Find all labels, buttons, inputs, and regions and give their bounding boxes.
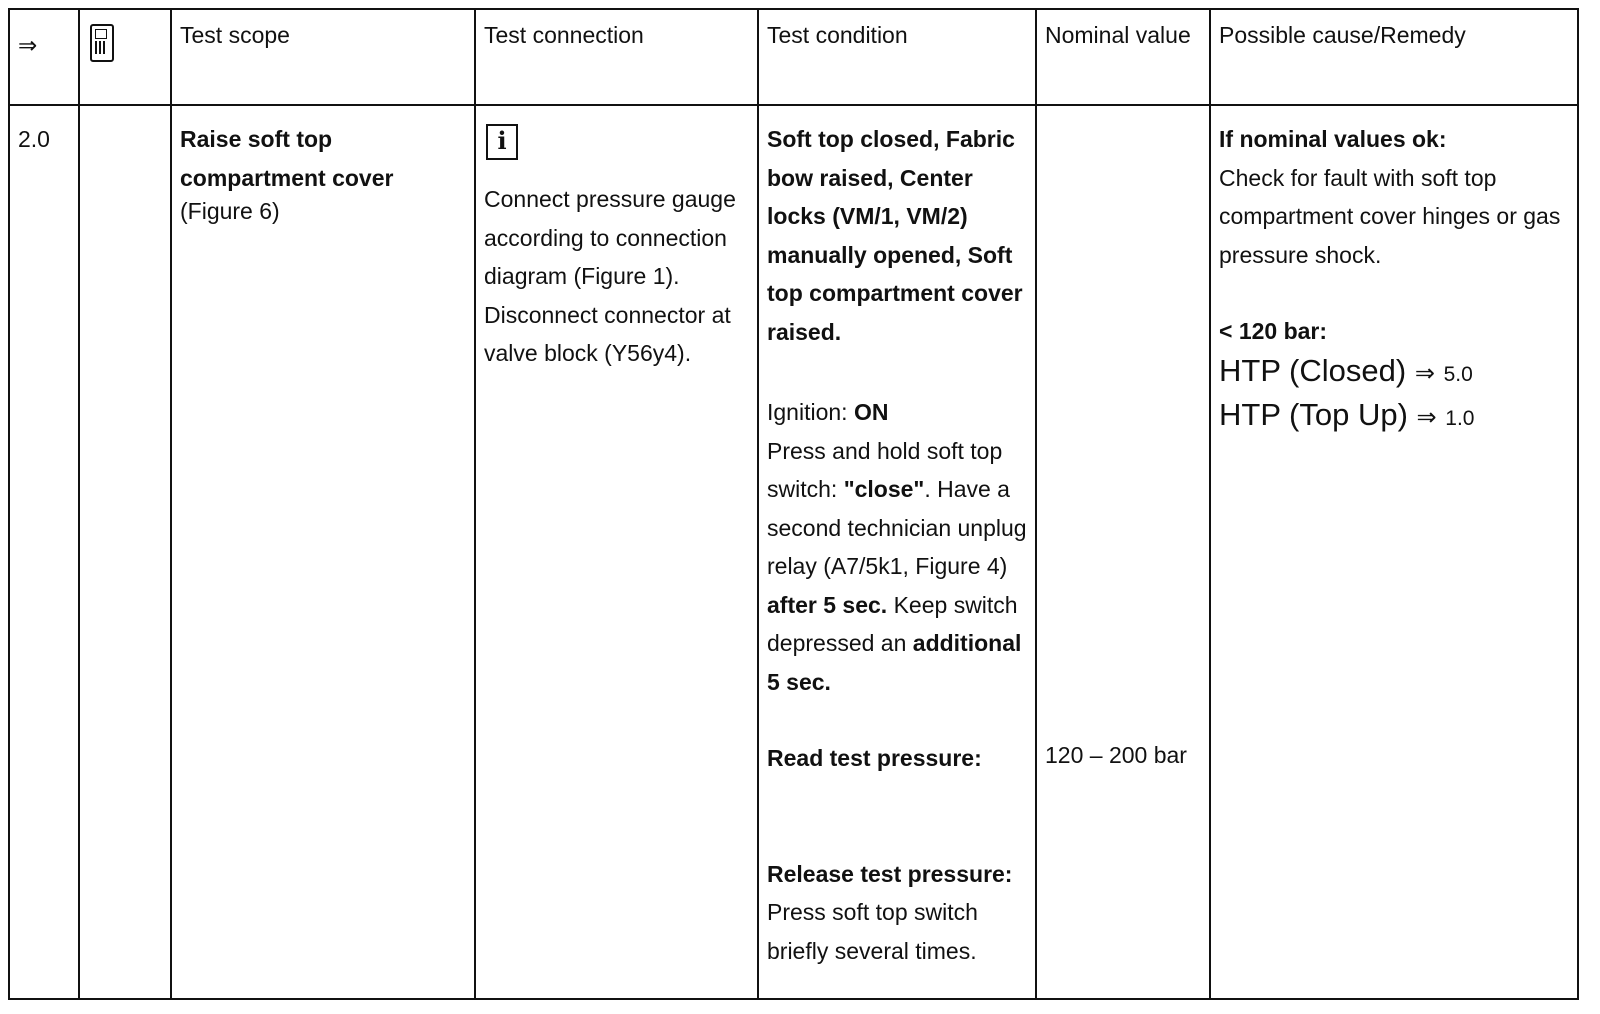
hand-held-tester-icon: [90, 24, 114, 62]
ok-label: If nominal values ok:: [1219, 126, 1447, 152]
press-instructions: Press and hold soft top switch: "close". Have a second technician unplug relay (A7/5k1, Figure 4) after 5 sec. Keep switch depressed an additional 5 sec.: [767, 437, 1027, 695]
test-procedure-table: [8, 8, 1579, 1000]
condition-prerequisites: Soft top closed, Fabric bow raised, Center locks (VM/1, VM/2) manually opened, Soft top compartment cover raised.: [767, 126, 1023, 345]
connection-text-1: Connect pressure gauge according to connection diagram (Figure 1).: [484, 186, 736, 289]
ignition-line: Ignition: ON: [767, 399, 889, 425]
header-row: [9, 9, 1578, 105]
header-nominal-value: Nominal value: [1036, 9, 1210, 105]
header-test-condition: Test condition: [758, 9, 1036, 105]
header-step-arrow: ⇒: [9, 9, 79, 105]
test-condition-cell: [759, 106, 1035, 970]
cause-remedy-cell: [1211, 106, 1577, 439]
header-test-scope: Test scope: [171, 9, 475, 105]
test-connection-cell: [476, 106, 757, 373]
scope-title: Raise soft top compartment cover: [180, 126, 394, 191]
step-row: [9, 105, 1578, 999]
header-test-connection: Test connection: [475, 9, 758, 105]
scope-figure: (Figure 6): [180, 198, 280, 224]
connection-text-2: Disconnect connector at valve block (Y56y4).: [484, 301, 731, 366]
tester-empty-cell: [79, 105, 171, 999]
htp-topup-ref: HTP (Top Up) ⇒ 1.0: [1219, 396, 1475, 432]
htp-closed-ref: HTP (Closed) ⇒ 5.0: [1219, 352, 1473, 388]
header-tester-cell: [79, 9, 171, 105]
read-test-pressure-label: Read test pressure:: [767, 745, 982, 771]
step-number: 2.0: [18, 126, 50, 152]
nominal-pressure-range: 120 – 200 bar: [1045, 742, 1187, 768]
test-scope-cell: [172, 106, 474, 225]
low-pressure-label: < 120 bar:: [1219, 318, 1328, 344]
nominal-value-cell: [1037, 106, 1209, 775]
ok-remedy-text: Check for fault with soft top compartment cover hinges or gas pressure shock.: [1219, 164, 1561, 268]
info-icon: i: [486, 124, 518, 160]
release-instructions: Press soft top switch briefly several times.: [767, 899, 978, 964]
ignition-value: ON: [853, 399, 889, 425]
header-cause-remedy: Possible cause/Remedy: [1210, 9, 1578, 105]
release-test-pressure-label: Release test pressure:: [767, 860, 1013, 887]
